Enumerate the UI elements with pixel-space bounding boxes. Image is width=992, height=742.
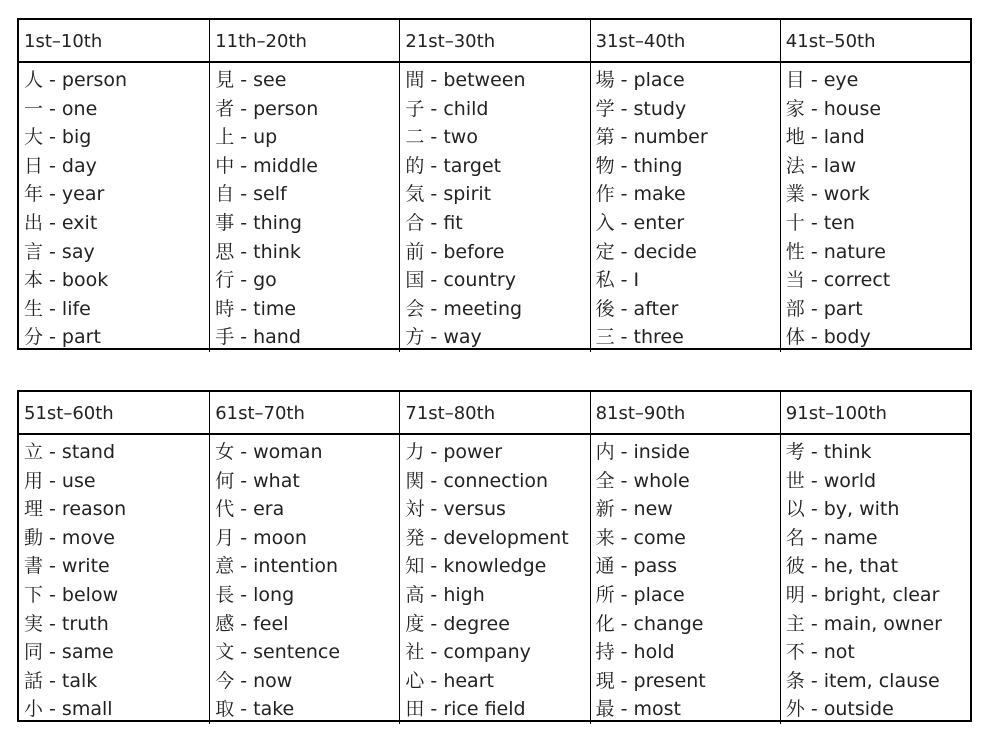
- column-header: 1st–10th: [19, 20, 209, 63]
- list-item: 日 - day: [24, 154, 97, 177]
- table-column: [399, 392, 589, 724]
- list-item: 中 - middle: [215, 154, 318, 177]
- list-item: 以 - by, with: [785, 498, 900, 521]
- list-item: 条 - item, clause: [785, 669, 940, 692]
- list-item: 外 - outside: [785, 698, 894, 721]
- column-header: 11th–20th: [210, 20, 399, 63]
- list-item: 行 - go: [215, 269, 277, 292]
- kanji-list: [781, 435, 970, 724]
- list-item: 長 - long: [215, 583, 295, 606]
- table-column: [590, 20, 780, 352]
- kanji-list: [591, 435, 780, 724]
- column-header: 51st–60th: [19, 392, 209, 435]
- list-item: 当 - correct: [785, 269, 891, 292]
- list-item: 高 - high: [405, 583, 485, 606]
- list-item: 立 - stand: [24, 441, 116, 463]
- list-item: 力 - power: [405, 441, 503, 463]
- list-item: 考 - think: [785, 441, 872, 463]
- list-item: 手 - hand: [215, 326, 301, 349]
- list-item: 来 - come: [595, 526, 686, 549]
- list-item: 本 - book: [24, 269, 109, 292]
- kanji-list: [19, 63, 209, 352]
- list-item: 理 - reason: [24, 498, 127, 521]
- kanji-list: [400, 435, 589, 724]
- list-item: 度 - degree: [405, 612, 510, 635]
- list-item: 話 - talk: [24, 669, 98, 692]
- list-item: 明 - bright, clear: [785, 583, 940, 606]
- list-item: 定 - decide: [595, 240, 697, 263]
- list-item: 一 - one: [24, 97, 98, 120]
- list-item: 事 - thing: [215, 211, 302, 234]
- table-column: [19, 392, 209, 724]
- list-item: 持 - hold: [595, 641, 675, 664]
- list-item: 目 - eye: [785, 69, 859, 91]
- column-header: 61st–70th: [210, 392, 399, 435]
- kanji-list: [210, 435, 399, 724]
- list-item: 現 - present: [595, 669, 706, 692]
- column-header: 21st–30th: [400, 20, 589, 63]
- list-item: 全 - whole: [595, 469, 690, 492]
- column-header: 71st–80th: [400, 392, 589, 435]
- list-item: 最 - most: [595, 698, 682, 721]
- list-item: 用 - use: [24, 469, 96, 492]
- kanji-list: [400, 63, 589, 352]
- list-item: 名 - name: [785, 526, 878, 549]
- list-item: 家 - house: [785, 97, 882, 120]
- list-item: 文 - sentence: [215, 641, 341, 664]
- list-item: 感 - feel: [215, 612, 289, 635]
- list-item: 実 - truth: [24, 612, 109, 635]
- list-item: 言 - say: [24, 240, 95, 263]
- list-item: 書 - write: [24, 555, 110, 578]
- list-item: 心 - heart: [405, 669, 494, 692]
- list-item: 方 - way: [405, 326, 482, 349]
- list-item: 何 - what: [215, 469, 300, 492]
- column-header: 81st–90th: [591, 392, 780, 435]
- list-item: 彼 - he, that: [785, 555, 899, 578]
- list-item: 的 - target: [405, 154, 502, 177]
- list-item: 者 - person: [215, 97, 319, 120]
- list-item: 後 - after: [595, 297, 679, 320]
- list-item: 新 - new: [595, 498, 673, 521]
- kanji-list: [781, 63, 970, 352]
- list-item: 社 - company: [405, 641, 531, 664]
- list-item: 知 - knowledge: [405, 555, 547, 578]
- list-item: 間 - between: [405, 69, 526, 91]
- list-item: 内 - inside: [595, 441, 690, 463]
- kanji-table-1-50: [17, 18, 972, 350]
- table-column: [780, 392, 970, 724]
- list-item: 生 - life: [24, 297, 91, 320]
- list-item: 作 - make: [595, 183, 686, 206]
- list-item: 業 - work: [785, 183, 870, 206]
- column-header: 31st–40th: [591, 20, 780, 63]
- list-item: 第 - number: [595, 126, 708, 149]
- list-item: 見 - see: [215, 69, 287, 91]
- list-item: 国 - country: [405, 269, 516, 292]
- list-item: 上 - up: [215, 126, 278, 149]
- list-item: 学 - study: [595, 97, 687, 120]
- list-item: 今 - now: [215, 669, 293, 692]
- kanji-table-51-100: [17, 390, 972, 722]
- list-item: 部 - part: [785, 297, 863, 320]
- list-item: 二 - two: [405, 126, 478, 149]
- list-item: 法 - law: [785, 154, 857, 177]
- list-item: 動 - move: [24, 526, 116, 549]
- list-item: 田 - rice field: [405, 698, 526, 721]
- list-item: 体 - body: [785, 326, 871, 349]
- list-item: 物 - thing: [595, 154, 683, 177]
- list-item: 出 - exit: [24, 211, 98, 234]
- list-item: 性 - nature: [785, 240, 886, 263]
- table-column: [19, 20, 209, 352]
- table-column: [209, 20, 399, 352]
- list-item: 大 - big: [24, 126, 92, 149]
- list-item: 自 - self: [215, 183, 287, 206]
- table-column: [209, 392, 399, 724]
- list-item: 場 - place: [595, 69, 685, 91]
- table-column: [399, 20, 589, 352]
- list-item: 同 - same: [24, 641, 114, 664]
- list-item: 発 - development: [405, 526, 569, 549]
- column-header: 41st–50th: [781, 20, 970, 63]
- list-item: 前 - before: [405, 240, 505, 263]
- list-item: 世 - world: [785, 469, 877, 492]
- list-item: 思 - think: [215, 240, 301, 263]
- table-column: [780, 20, 970, 352]
- list-item: 小 - small: [24, 698, 113, 721]
- list-item: 化 - change: [595, 612, 704, 635]
- list-item: 通 - pass: [595, 555, 678, 578]
- list-item: 会 - meeting: [405, 297, 523, 320]
- list-item: 時 - time: [215, 297, 297, 320]
- kanji-list: [210, 63, 399, 352]
- column-header: 91st–100th: [781, 392, 970, 435]
- list-item: 代 - era: [215, 498, 285, 521]
- list-item: 月 - moon: [215, 526, 307, 549]
- list-item: 女 - woman: [215, 441, 323, 463]
- kanji-list: [591, 63, 780, 352]
- table-column: [590, 392, 780, 724]
- list-item: 十 - ten: [785, 211, 855, 234]
- list-item: 入 - enter: [595, 211, 685, 234]
- list-item: 主 - main, owner: [785, 612, 942, 635]
- list-item: 年 - year: [24, 183, 105, 206]
- list-item: 三 - three: [595, 326, 684, 349]
- list-item: 私 - I: [595, 269, 640, 292]
- list-item: 意 - intention: [215, 555, 339, 578]
- list-item: 合 - fit: [405, 211, 463, 234]
- list-item: 不 - not: [785, 641, 855, 664]
- list-item: 分 - part: [24, 326, 101, 349]
- list-item: 気 - spirit: [405, 183, 492, 206]
- kanji-list: [19, 435, 209, 724]
- list-item: 人 - person: [24, 69, 128, 91]
- list-item: 地 - land: [785, 126, 865, 149]
- list-item: 下 - below: [24, 583, 119, 606]
- list-item: 取 - take: [215, 698, 295, 721]
- list-item: 所 - place: [595, 583, 685, 606]
- list-item: 対 - versus: [405, 498, 506, 521]
- list-item: 関 - connection: [405, 469, 549, 492]
- list-item: 子 - child: [405, 97, 489, 120]
